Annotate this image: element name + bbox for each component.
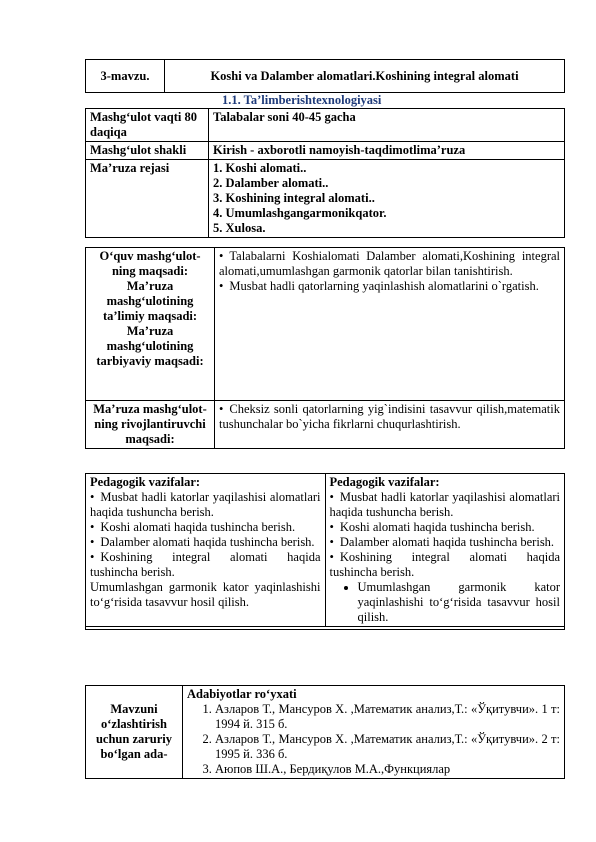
topic-number: 3-mavzu. (86, 60, 165, 93)
tasks-header: Pedagogik vazifalar: (329, 475, 440, 489)
tasks-right (325, 474, 565, 627)
info-label: Mashg‘ulot shakli (86, 142, 209, 160)
literature-table (85, 685, 565, 779)
literature-header: Adabiyotlar ro‘yxati (187, 687, 297, 701)
task-list (330, 580, 561, 625)
goal-label: O‘quv mashg‘ulot-ning maqsadi: Ma’ruza mashg‘ulotining ta’limiy maqsadi: Ma’ruza mashg‘ulotining tarbiyaviy maqsadi: (86, 248, 215, 401)
task-item: • Koshi alomati haqida tushincha berish. (330, 520, 561, 535)
goals-table (85, 247, 565, 449)
goal-item: • Cheksiz sonli qatorlarning yig`indisini tasavvur qilish,matematik tushunchalar bo`yicha fikrlarni chuqurlashtirish. (219, 402, 560, 432)
task-item: • Dalamber alomati haqida tushincha berish. (330, 535, 561, 550)
plan-item: 5. Xulosa. (213, 221, 266, 235)
literature-item: 2. Азларов Т., Мансуров Х. ,Математик анализ,Т.: «Ўқитувчи». 2 т: 1995 й. 336 б. (215, 732, 560, 762)
spacer (86, 627, 565, 630)
task-tail: • Umumlashgan garmonik kator yaqinlashishi to‘g‘risida tasavvur hosil qilish. (358, 580, 561, 625)
tasks-header: Pedagogik vazifalar: (90, 475, 201, 489)
section-title: 1.1. Ta’limberishtexnologiyasi (222, 93, 382, 107)
literature-item: 1. Азларов Т., Мансуров Х. ,Математик анализ,Т.: «Ўқитувчи». 1 т: 1994 й. 315 б. (215, 702, 560, 732)
topic-table (85, 59, 565, 93)
lecture-plan (209, 160, 565, 238)
goal-item: • Musbat hadli qatorlarning yaqinlashish alomatlarini o`rgatish. (219, 279, 560, 294)
literature-label: Mavzuni o‘zlashtirish uchun zaruriy bo‘lgan ada- (86, 686, 183, 779)
task-item: • Musbat hadli katorlar yaqilashisi alomatlari haqida tushuncha berish. (330, 490, 561, 520)
task-item: • Koshining integral alomati haqida tushincha berish. (90, 550, 321, 580)
plan-item: 4. Umumlashgangarmonikqator. (213, 206, 387, 220)
info-table (85, 108, 565, 238)
plan-item: 1. Koshi alomati.. (213, 161, 307, 175)
goal-text (215, 401, 565, 449)
literature-content (183, 686, 565, 779)
task-item: • Koshining integral alomati haqida tushincha berish. (330, 550, 561, 580)
info-label: Ma’ruza rejasi (86, 160, 209, 238)
plan-item: 3. Koshining integral alomati.. (213, 191, 375, 205)
task-tail: Umumlashgan garmonik kator yaqinlashishi to‘g‘risida tasavvur hosil qilish. (90, 580, 321, 609)
task-item: • Dalamber alomati haqida tushincha berish. (90, 535, 321, 550)
goal-text (215, 248, 565, 401)
task-item: • Koshi alomati haqida tushincha berish. (90, 520, 321, 535)
literature-list (187, 702, 560, 777)
info-label: Mashg‘ulot vaqti 80 daqiqa (86, 109, 209, 142)
tasks-left (86, 474, 326, 627)
task-item: • Musbat hadli katorlar yaqilashisi alomatlari haqida tushuncha berish. (90, 490, 321, 520)
tasks-table (85, 473, 565, 630)
info-value: Kirish - axborotli namoyish-taqdimotlima’ruza (209, 142, 565, 160)
goal-item: • Talabalarni Koshialomati Dalamber alomati,Koshining integral alomati,umumlashgan garmonik qatorlar bilan tanishtirish. (219, 249, 560, 279)
topic-title: Koshi va Dalamber alomatlari.Koshining integral alomati (165, 60, 565, 93)
info-value: Talabalar soni 40-45 gacha (209, 109, 565, 142)
literature-item: 3. Аюпов Ш.А., Бердиқулов М.А.,Функциялар (215, 762, 560, 777)
goal-label: Ma’ruza mashg‘ulot-ning rivojlantiruvchi maqsadi: (86, 401, 215, 449)
plan-item: 2. Dalamber alomati.. (213, 176, 329, 190)
